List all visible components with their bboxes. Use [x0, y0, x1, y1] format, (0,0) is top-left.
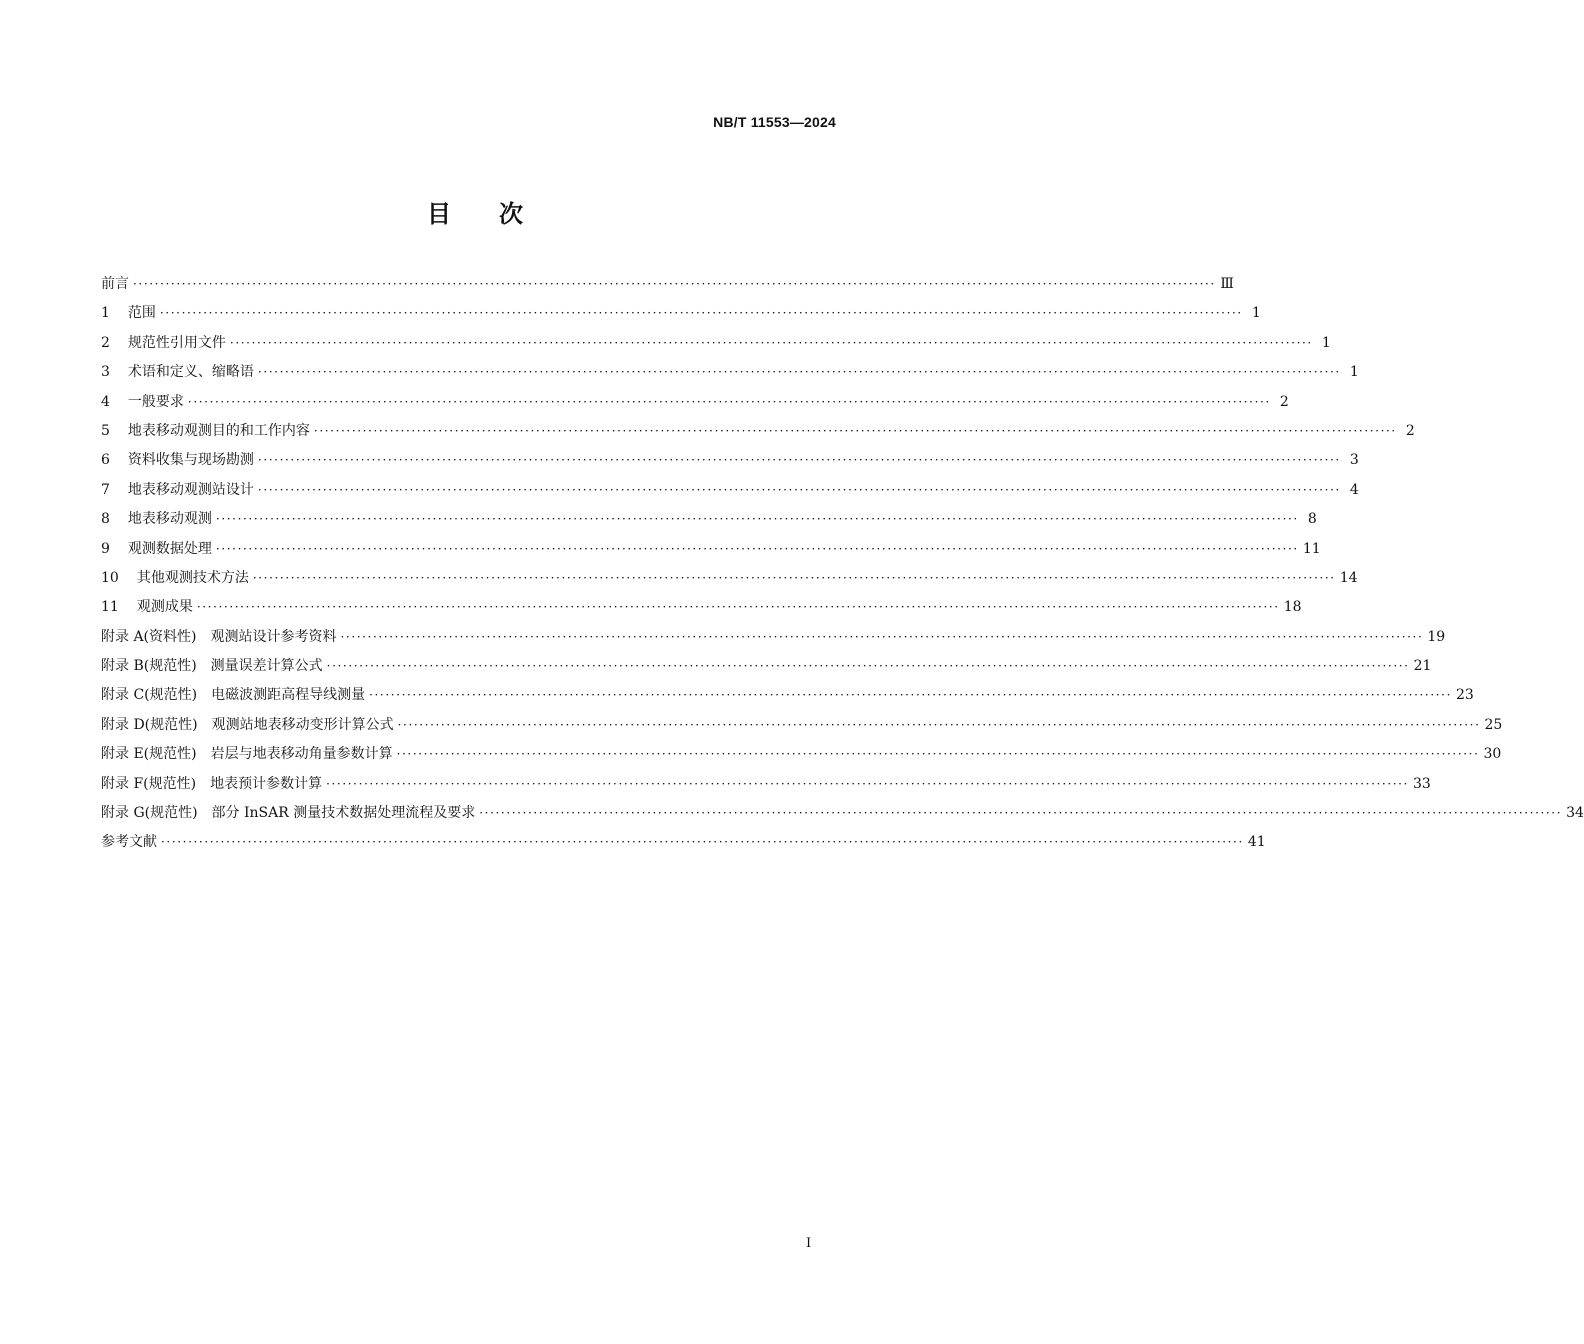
toc-entry-page: 23	[1455, 687, 1474, 704]
toc-entry[interactable]	[101, 596, 1302, 625]
toc-entry-title: 术语和定义、缩略语	[127, 364, 254, 381]
toc-entry-number: 11	[101, 599, 119, 616]
toc-entry-title: 附录 C(规范性) 电磁波测距高程导线测量	[101, 687, 366, 704]
standard-code: NB/T 11553—2024	[713, 114, 836, 130]
toc-leader-dots: ········································································································································································································	[257, 482, 1341, 497]
toc-entry-label	[101, 391, 184, 413]
toc-entry-title: 观测成果	[136, 599, 193, 616]
toc-entry-page: 1	[1349, 364, 1359, 381]
toc-entry-title: 范围	[127, 305, 156, 322]
toc-leader-dots: ········································································································································································································	[161, 835, 1244, 850]
toc-entry-number: 9	[101, 540, 110, 557]
toc-leader-dots: ········································································································································································································	[257, 453, 1341, 468]
toc-entry-title: 附录 F(规范性) 地表预计参数计算	[101, 775, 323, 792]
toc-entry-page: Ⅲ	[1220, 276, 1234, 292]
toc-entry-title: 参考文献	[101, 834, 157, 851]
toc-entry-page: 25	[1484, 716, 1503, 733]
toc-leader-dots: ········································································································································································································	[326, 659, 1410, 674]
toc-entry-title: 附录 B(规范性) 测量误差计算公式	[101, 658, 323, 675]
toc-leader-dots: ········································································································································································································	[187, 394, 1271, 409]
toc-entry[interactable]	[101, 743, 1502, 772]
toc-leader-dots: ········································································································································································································	[396, 747, 1480, 762]
toc-entry-page: 18	[1283, 599, 1302, 616]
toc-entry-title: 附录 E(规范性) 岩层与地表移动角量参数计算	[101, 746, 393, 763]
toc-entry-label	[101, 831, 157, 853]
page-number: I	[806, 1236, 812, 1251]
toc-entry-title: 附录 A(资料性) 观测站设计参考资料	[101, 628, 337, 645]
toc-entry-page: 1	[1321, 334, 1331, 351]
toc-entry-number: 10	[101, 569, 119, 586]
toc-entry-page: 3	[1349, 452, 1359, 469]
toc-entry-page: 14	[1339, 569, 1358, 586]
toc-entry-label	[101, 273, 129, 295]
toc-entry[interactable]	[101, 684, 1474, 713]
toc-entry-number: 6	[101, 452, 110, 469]
toc-entry-title: 资料收集与现场勘测	[127, 452, 254, 469]
toc-entry-label	[101, 332, 226, 354]
toc-entry[interactable]	[101, 302, 1261, 331]
toc-entry-number: 8	[101, 511, 110, 528]
toc-entry-title: 其他观测技术方法	[136, 569, 249, 586]
toc-entry-page: 4	[1349, 481, 1359, 498]
toc-leader-dots: ········································································································································································································	[313, 423, 1397, 438]
toc-entry-title: 地表移动观测	[127, 511, 212, 528]
toc-leader-dots: ········································································································································································································	[369, 688, 1452, 703]
toc-entry-page: 8	[1307, 511, 1317, 528]
table-of-contents	[101, 273, 1584, 861]
toc-entry[interactable]	[101, 449, 1359, 478]
title-char-left: 目	[427, 200, 451, 228]
toc-entry-title: 地表移动观测站设计	[127, 481, 254, 498]
toc-entry[interactable]	[101, 626, 1446, 655]
toc-leader-dots: ········································································································································································································	[215, 541, 1299, 556]
toc-entry[interactable]	[101, 567, 1358, 596]
toc-entry-number: 7	[101, 481, 110, 498]
toc-entry-page: 2	[1279, 393, 1289, 410]
toc-leader-dots: ········································································································································································································	[479, 806, 1563, 821]
toc-leader-dots: ········································································································································································································	[257, 365, 1341, 380]
toc-entry-title: 一般要求	[127, 393, 184, 410]
toc-leader-dots: ········································································································································································································	[159, 306, 1243, 321]
toc-entry-label	[101, 626, 336, 648]
toc-entry-page: 21	[1413, 658, 1432, 675]
toc-entry-page: 41	[1247, 834, 1266, 851]
toc-entry[interactable]	[101, 508, 1317, 537]
toc-entry[interactable]	[101, 655, 1432, 684]
toc-entry-title: 地表移动观测目的和工作内容	[127, 422, 310, 439]
toc-entry-label	[101, 802, 475, 824]
toc-entry-label	[101, 743, 393, 765]
toc-leader-dots: ········································································································································································································	[252, 570, 1336, 585]
toc-leader-dots: ········································································································································································································	[397, 717, 1481, 732]
toc-leader-dots: ········································································································································································································	[196, 600, 1280, 615]
toc-entry-label	[101, 420, 310, 442]
toc-entry-number: 3	[101, 364, 110, 381]
toc-entry-title: 附录 D(规范性) 观测站地表移动变形计算公式	[101, 716, 394, 733]
toc-entry-page: 33	[1412, 775, 1431, 792]
toc-entry-label	[101, 596, 193, 618]
toc-entry-page: 34	[1566, 805, 1584, 822]
toc-entry-number: 1	[101, 305, 110, 322]
toc-entry[interactable]	[101, 538, 1321, 567]
toc-leader-dots: ········································································································································································································	[215, 512, 1299, 527]
toc-entry[interactable]	[101, 802, 1584, 831]
toc-entry-page: 19	[1427, 628, 1446, 645]
toc-entry-number: 2	[101, 334, 110, 351]
toc-entry[interactable]	[101, 332, 1331, 361]
toc-entry-label	[101, 684, 365, 706]
toc-leader-dots: ········································································································································································································	[229, 335, 1313, 350]
toc-entry-label	[101, 655, 323, 677]
toc-entry-title: 规范性引用文件	[127, 334, 226, 351]
title-char-right: 次	[499, 200, 523, 228]
toc-entry-title: 观测数据处理	[127, 540, 212, 557]
toc-entry-number: 5	[101, 422, 110, 439]
toc-entry-number: 4	[101, 393, 110, 410]
toc-entry-label	[101, 714, 394, 736]
toc-entry-label	[101, 567, 249, 589]
toc-entry-label	[101, 479, 254, 501]
toc-entry[interactable]	[101, 479, 1359, 508]
toc-entry[interactable]	[101, 714, 1503, 743]
toc-leader-dots: ········································································································································································································	[326, 776, 1409, 791]
toc-entry-page: 11	[1302, 540, 1321, 557]
toc-entry-label	[101, 538, 212, 560]
toc-entry-page: 30	[1483, 746, 1502, 763]
toc-entry-title: 前言	[101, 276, 129, 292]
toc-entry-title: 附录 G(规范性) 部分 InSAR 测量技术数据处理流程及要求	[101, 805, 476, 822]
toc-entry-page: 1	[1251, 305, 1261, 322]
toc-entry-label	[101, 361, 254, 383]
toc-entry-label	[101, 773, 322, 795]
toc-entry[interactable]	[101, 831, 1266, 860]
toc-entry-label	[101, 302, 156, 324]
page-title	[0, 194, 950, 229]
toc-entry-page: 2	[1405, 422, 1415, 439]
toc-entry[interactable]	[101, 273, 1234, 302]
toc-entry-label	[101, 449, 254, 471]
toc-entry[interactable]	[101, 391, 1289, 420]
toc-entry[interactable]	[101, 773, 1431, 802]
toc-leader-dots: ········································································································································································································	[133, 277, 1216, 291]
toc-entry-label	[101, 508, 212, 530]
toc-entry[interactable]	[101, 361, 1359, 390]
toc-leader-dots: ········································································································································································································	[340, 629, 1424, 644]
toc-entry[interactable]	[101, 420, 1415, 449]
